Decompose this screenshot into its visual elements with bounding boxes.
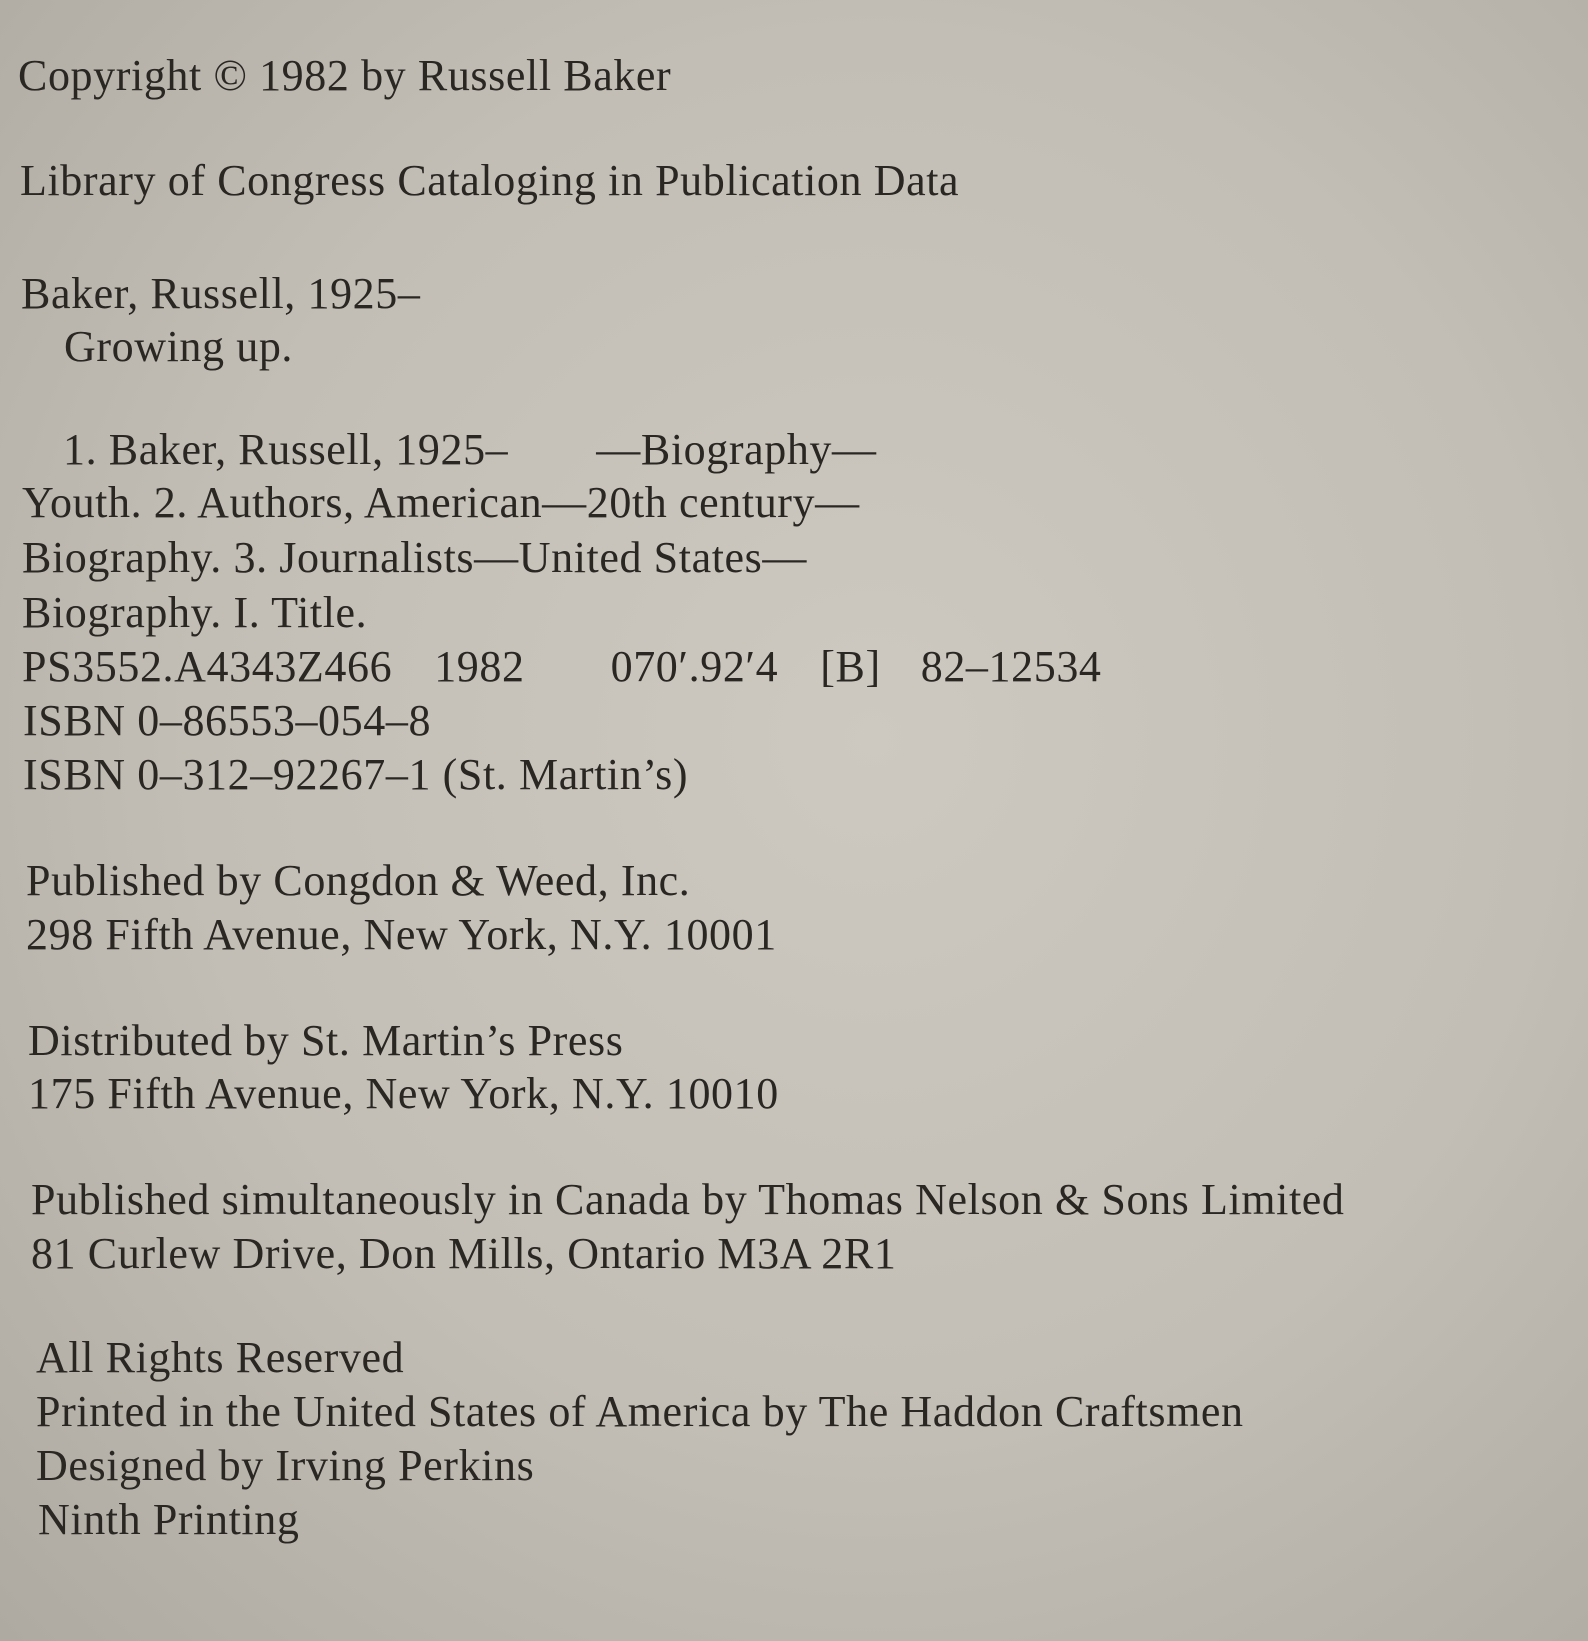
- catalog-subject-line-1: [63, 424, 877, 476]
- classification-year: 1982: [434, 642, 525, 691]
- catalog-title: Growing up.: [64, 322, 294, 371]
- lccn: 82–12534: [920, 642, 1102, 691]
- rights-line-1: All Rights Reserved: [36, 1333, 405, 1382]
- distributor-line-1: Distributed by St. Martin’s Press: [28, 1016, 624, 1065]
- isbn-line-1: ISBN 0–86553–054–8: [23, 696, 432, 745]
- distributor-line-2: 175 Fifth Avenue, New York, N.Y. 10010: [28, 1069, 779, 1118]
- catalog-subject-line-4: Biography. I. Title.: [22, 588, 368, 637]
- catalog-author: Baker, Russell, 1925–: [21, 269, 421, 318]
- catalog-subject-subdivision: —Biography—: [596, 425, 877, 474]
- rights-line-4: Ninth Printing: [38, 1495, 300, 1544]
- catalog-subject-line-3: Biography. 3. Journalists—United States—: [22, 533, 807, 582]
- dewey-number: 070′.92′4: [610, 642, 779, 691]
- catalog-subject-entry: 1. Baker, Russell, 1925–: [63, 425, 509, 474]
- catalog-subject-line-2: Youth. 2. Authors, American—20th century—: [22, 478, 860, 527]
- call-number: PS3552.A4343Z466: [22, 642, 393, 691]
- catalog-classification: [22, 641, 1102, 693]
- publisher-line-1: Published by Congdon & Weed, Inc.: [26, 856, 691, 905]
- isbn-line-2: ISBN 0–312–92267–1 (St. Martin’s): [23, 750, 689, 799]
- canada-line-1: Published simultaneously in Canada by Thomas Nelson & Sons Limited: [31, 1175, 1345, 1224]
- rights-line-2: Printed in the United States of America by The Haddon Craftsmen: [36, 1387, 1244, 1436]
- rights-line-3: Designed by Irving Perkins: [36, 1441, 535, 1490]
- copyright-line: Copyright © 1982 by Russell Baker: [18, 51, 672, 100]
- cip-heading: Library of Congress Cataloging in Publication Data: [20, 156, 960, 205]
- publisher-line-2: 298 Fifth Avenue, New York, N.Y. 10001: [26, 910, 777, 959]
- biography-code: [B]: [820, 642, 881, 691]
- canada-line-2: 81 Curlew Drive, Don Mills, Ontario M3A 2R1: [31, 1229, 897, 1278]
